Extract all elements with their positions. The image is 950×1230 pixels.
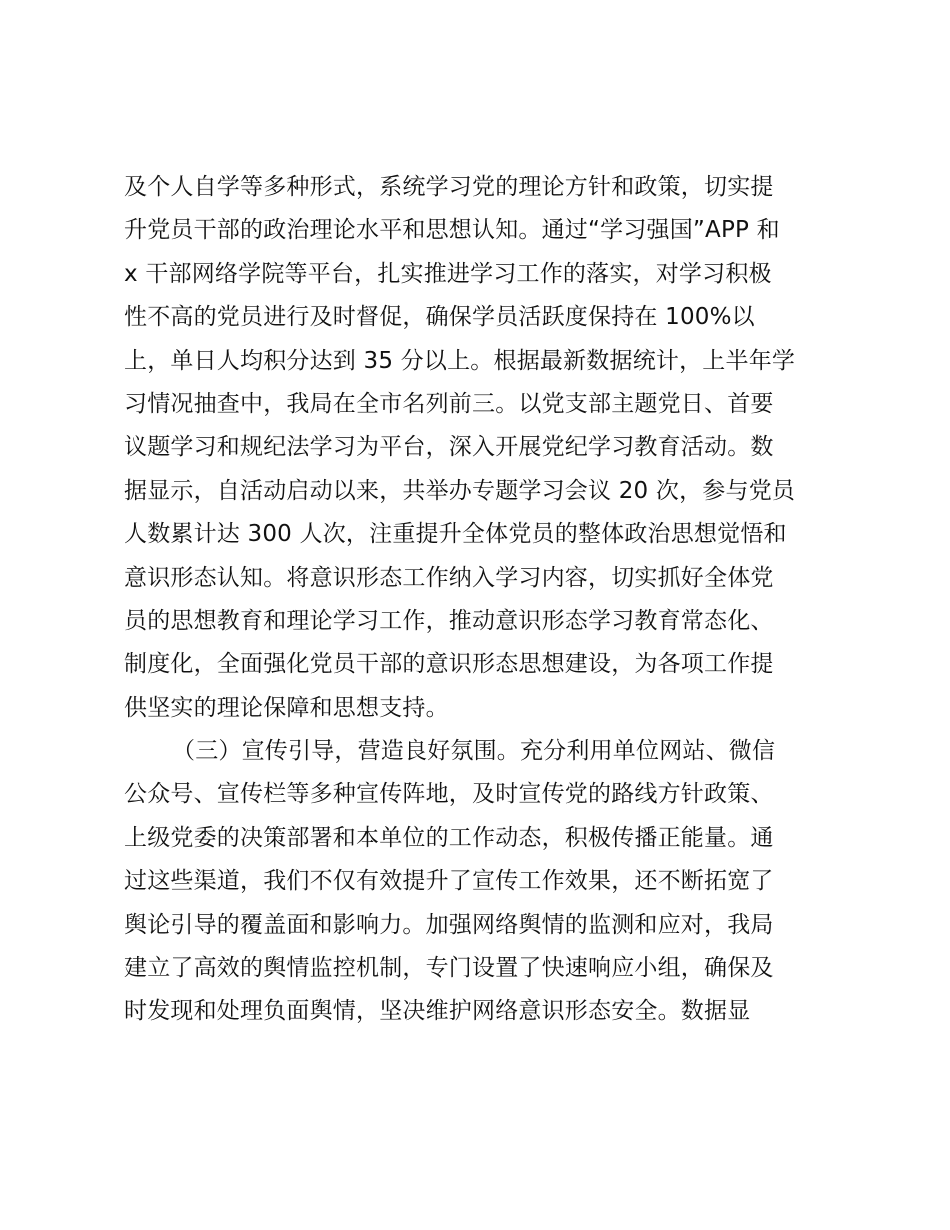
- text-line: 议题学习和规纪法学习为平台，深入开展党纪学习教育活动。数: [124, 434, 774, 461]
- text-line: 习情况抽查中，我局在全市名列前三。以党支部主题党日、首要: [124, 390, 774, 417]
- text-line: 制度化，全面强化党员干部的意识形态思想建设，为各项工作提: [124, 651, 774, 678]
- text-line: 人数累计达 300 人次，注重提升全体党员的整体政治思想觉悟和: [124, 521, 787, 548]
- text-line: 公众号、宣传栏等多种宣传阵地，及时宣传党的路线方针政策、: [124, 781, 774, 808]
- text-line: 意识形态认知。将意识形态工作纳入学习内容，切实抓好全体党: [124, 564, 774, 591]
- text-line: 上级党委的决策部署和本单位的工作动态，积极传播正能量。通: [124, 824, 774, 851]
- text-line: 升党员干部的政治理论水平和思想认知。通过“学习强国”APP 和: [124, 217, 780, 244]
- text-line: 员的思想教育和理论学习工作，推动意识形态学习教育常态化、: [124, 607, 774, 634]
- text-line: x 干部网络学院等平台，扎实推进学习工作的落实，对学习积极: [124, 260, 772, 287]
- text-line: 时发现和处理负面舆情，坚决维护网络意识形态安全。数据显: [124, 998, 751, 1025]
- body-text: [124, 166, 844, 1034]
- text-line: 上，单日人均积分达到 35 分以上。根据最新数据统计，上半年学: [124, 347, 796, 374]
- text-line: 建立了高效的舆情监控机制，专门设置了快速响应小组，确保及: [124, 955, 774, 982]
- text-line: 过这些渠道，我们不仅有效提升了宣传工作效果，还不断拓宽了: [124, 868, 774, 895]
- text-line: 供坚实的理论保障和思想支持。: [124, 694, 449, 721]
- text-line: 据显示，自活动启动以来，共举办专题学习会议 20 次，参与党员: [124, 477, 796, 504]
- text-line: 及个人自学等多种形式，系统学习党的理论方针和政策，切实提: [124, 174, 774, 200]
- section-heading-line: （三）宣传引导，营造良好氛围。充分利用单位网站、微信: [172, 738, 776, 765]
- text-line: 性不高的党员进行及时督促，确保学员活跃度保持在 100%以: [124, 304, 755, 331]
- text-line: 舆论引导的覆盖面和影响力。加强网络舆情的监测和应对，我局: [124, 911, 774, 938]
